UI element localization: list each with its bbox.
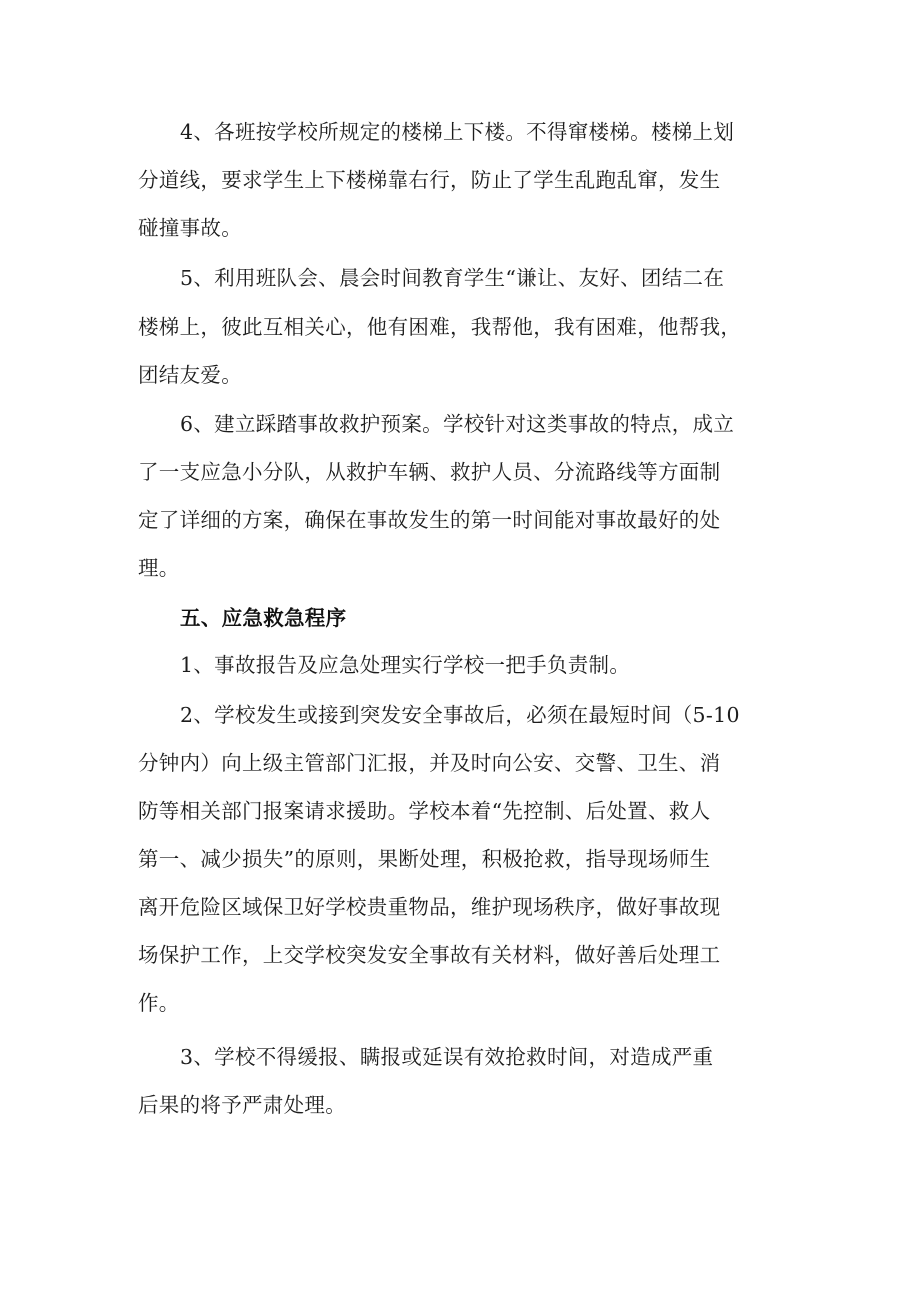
paragraph-4-line-3: 碰撞事故。 (138, 216, 242, 240)
paragraph-6-line-1: 6、建立踩踏事故救护预案。学校针对这类事故的特点，成立 (180, 412, 735, 436)
section-item-3-line-2: 后果的将予严肃处理。 (138, 1093, 346, 1117)
section-item-2-line-6: 场保护工作，上交学校突发安全事故有关材料，做好善后处理工 (138, 943, 721, 967)
section-item-1-line-1: 1、事故报告及应急处理实行学校一把手负责制。 (180, 653, 631, 677)
paragraph-4-line-2: 分道线，要求学生上下楼梯靠右行，防止了学生乱跑乱窜，发生 (138, 168, 721, 192)
section-heading: 五、应急救急程序 (180, 606, 347, 630)
paragraph-5-line-3: 团结友爱。 (138, 363, 242, 387)
paragraph-6-line-4: 理。 (138, 556, 180, 580)
paragraph-5-line-1: 5、利用班队会、晨会时间教育学生“谦让、友好、团结二在 (180, 266, 725, 290)
paragraph-4-line-1: 4、各班按学校所规定的楼梯上下楼。不得窜楼梯。楼梯上划 (180, 120, 735, 144)
section-item-2-line-4: 第一、减少损失”的原则，果断处理，积极抢救，指导现场师生 (138, 847, 711, 871)
section-item-2-line-7: 作。 (138, 991, 180, 1015)
paragraph-6-line-2: 了一支应急小分队，从救护车辆、救护人员、分流路线等方面制 (138, 460, 721, 484)
paragraph-5-line-2: 楼梯上，彼此互相关心，他有困难，我帮他，我有困难，他帮我， (138, 315, 742, 339)
section-item-2-line-2: 分钟内）向上级主管部门汇报，并及时向公安、交警、卫生、消 (138, 751, 721, 775)
section-item-2-line-1: 2、学校发生或接到突发安全事故后，必须在最短时间（5-10 (180, 703, 740, 727)
paragraph-6-line-3: 定了详细的方案，确保在事故发生的第一时间能对事故最好的处 (138, 508, 721, 532)
section-item-3-line-1: 3、学校不得缓报、瞒报或延误有效抢救时间，对造成严重 (180, 1045, 714, 1069)
section-item-2-line-3: 防等相关部门报案请求援助。学校本着“先控制、后处置、救人 (138, 799, 711, 823)
section-item-2-line-5: 离开危险区域保卫好学校贵重物品，维护现场秩序，做好事故现 (138, 895, 721, 919)
